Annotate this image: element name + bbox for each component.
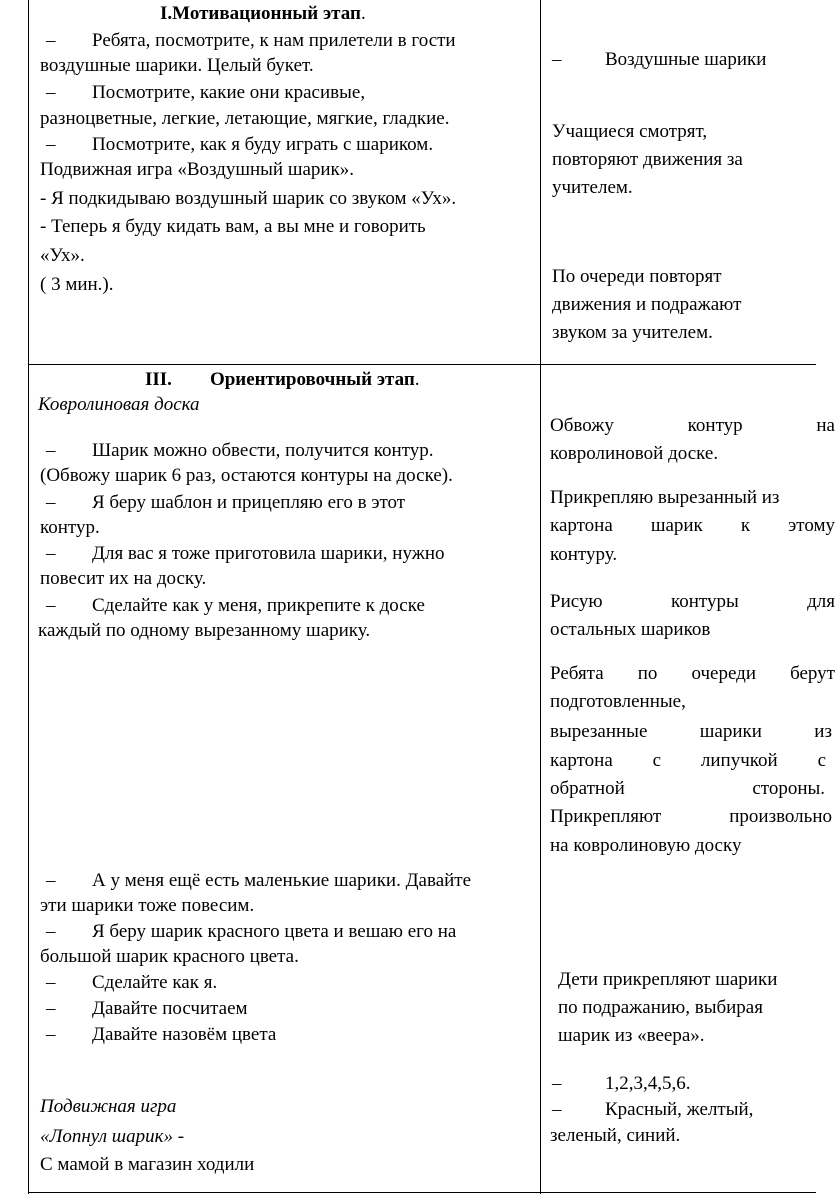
teacher-line: повесит их на доску.	[40, 568, 207, 589]
bullet-dash: –	[46, 870, 56, 891]
student-line: остальных шариков	[550, 619, 711, 640]
student-line: Дети прикрепляют шарики	[558, 969, 778, 990]
table-row-divider	[28, 364, 816, 365]
teacher-line: большой шарик красного цвета.	[40, 946, 299, 967]
table-border-middle	[540, 0, 541, 1194]
section1-heading-dot: .	[360, 3, 366, 24]
section3-heading	[145, 368, 420, 392]
table-border-left	[28, 0, 29, 1194]
teacher-line: А у меня ещё есть маленькие шарики. Давайте	[92, 870, 472, 891]
bullet-dash: –	[552, 49, 562, 70]
student-line: Учащиеся смотрят,	[552, 121, 708, 142]
teacher-line: Сделайте как я.	[92, 972, 218, 993]
bullet-dash: –	[552, 1073, 562, 1094]
teacher-line: разноцветные, легкие, летающие, мягкие, гладкие.	[40, 108, 450, 129]
teacher-line: Я беру шарик красного цвета и вешаю его на	[92, 921, 457, 942]
bullet-dash: –	[46, 492, 56, 513]
teacher-line: (Обвожу шарик 6 раз, остаются контуры на доске).	[40, 465, 453, 486]
bullet-dash: –	[46, 972, 56, 993]
teacher-line: Давайте посчитаем	[92, 998, 248, 1019]
section3-heading-dot: .	[414, 369, 420, 390]
teacher-line: Давайте назовём цвета	[92, 1024, 277, 1045]
section1-heading-number: I.	[160, 3, 173, 24]
student-line: По очереди повторят	[552, 266, 722, 287]
teacher-line: Ребята, посмотрите, к нам прилетели в гости	[92, 30, 456, 51]
student-item: Красный, желтый,	[605, 1099, 754, 1120]
teacher-line: Сделайте как у меня, прикрепите к доске	[92, 595, 425, 616]
student-line: повторяют движения за	[552, 149, 743, 170]
teacher-line: каждый по одному вырезанному шарику.	[38, 620, 371, 641]
student-item: Воздушные шарики	[605, 49, 767, 70]
teacher-line: «Ух».	[40, 245, 85, 266]
teacher-line: контур.	[40, 517, 100, 538]
game-title: Подвижная игра	[40, 1096, 177, 1117]
student-item: 1,2,3,4,5,6.	[605, 1073, 691, 1094]
student-line: шарик из «веера».	[558, 1025, 705, 1046]
teacher-line: Для вас я тоже приготовила шарики, нужно	[92, 543, 445, 564]
bullet-dash: –	[46, 595, 56, 616]
student-line: по подражанию, выбирая	[558, 997, 763, 1018]
student-line: контуру.	[550, 544, 618, 565]
student-line: обратной стороны.	[550, 778, 825, 799]
game-line: С мамой в магазин ходили	[40, 1154, 255, 1175]
bullet-dash: –	[552, 1099, 562, 1120]
student-line: картона с липучкой с	[550, 750, 826, 771]
student-line: ковролиновой доске.	[550, 443, 719, 464]
teacher-line: Посмотрите, какие они красивые,	[92, 82, 366, 103]
student-line: на ковролиновую доску	[550, 835, 742, 856]
student-line: Обвожу контур на	[550, 415, 835, 436]
student-line: Рисую контуры для	[550, 591, 835, 612]
teacher-line: Шарик можно обвести, получится контур.	[92, 440, 434, 461]
bullet-dash: –	[46, 30, 56, 51]
bullet-dash: –	[46, 921, 56, 942]
bullet-dash: –	[46, 82, 56, 103]
student-line: звуком за учителем.	[552, 322, 713, 343]
duration-note: ( 3 мин.).	[40, 274, 114, 295]
section1-heading	[160, 2, 366, 26]
teacher-line: Посмотрите, как я буду играть с шариком.	[92, 134, 434, 155]
section3-heading-text: Ориентировочный этап	[209, 369, 415, 390]
student-line: Прикрепляют произвольно	[550, 806, 832, 827]
table-border-bottom	[28, 1192, 816, 1193]
bullet-dash: –	[46, 1024, 56, 1045]
student-line: Ребята по очереди берут	[550, 663, 835, 684]
section3-subheading: Ковролиновая доска	[38, 394, 200, 415]
student-line: подготовленные,	[550, 691, 686, 712]
teacher-line: эти шарики тоже повесим.	[40, 895, 255, 916]
student-line: движения и подражают	[552, 294, 742, 315]
bullet-dash: –	[46, 440, 56, 461]
teacher-line: Я беру шаблон и прицепляю его в этот	[92, 492, 406, 513]
section3-heading-number: III.	[145, 369, 172, 390]
bullet-dash: –	[46, 134, 56, 155]
bullet-dash: –	[46, 543, 56, 564]
student-item: зеленый, синий.	[550, 1125, 681, 1146]
student-line: картона шарик к этому	[550, 515, 835, 536]
teacher-line: Подвижная игра «Воздушный шарик».	[40, 159, 355, 180]
student-line: вырезанные шарики из	[550, 721, 832, 742]
teacher-line: воздушные шарики. Целый букет.	[40, 55, 314, 76]
teacher-line: - Я подкидываю воздушный шарик со звуком «Ух».	[40, 188, 457, 209]
student-line: Прикрепляю вырезанный из	[550, 487, 780, 508]
bullet-dash: –	[46, 998, 56, 1019]
student-line: учителем.	[552, 177, 633, 198]
game-name: «Лопнул шарик» -	[40, 1126, 185, 1147]
section1-heading-text: Мотивационный этап	[172, 3, 361, 24]
teacher-line: - Теперь я буду кидать вам, а вы мне и говорить	[40, 216, 426, 237]
